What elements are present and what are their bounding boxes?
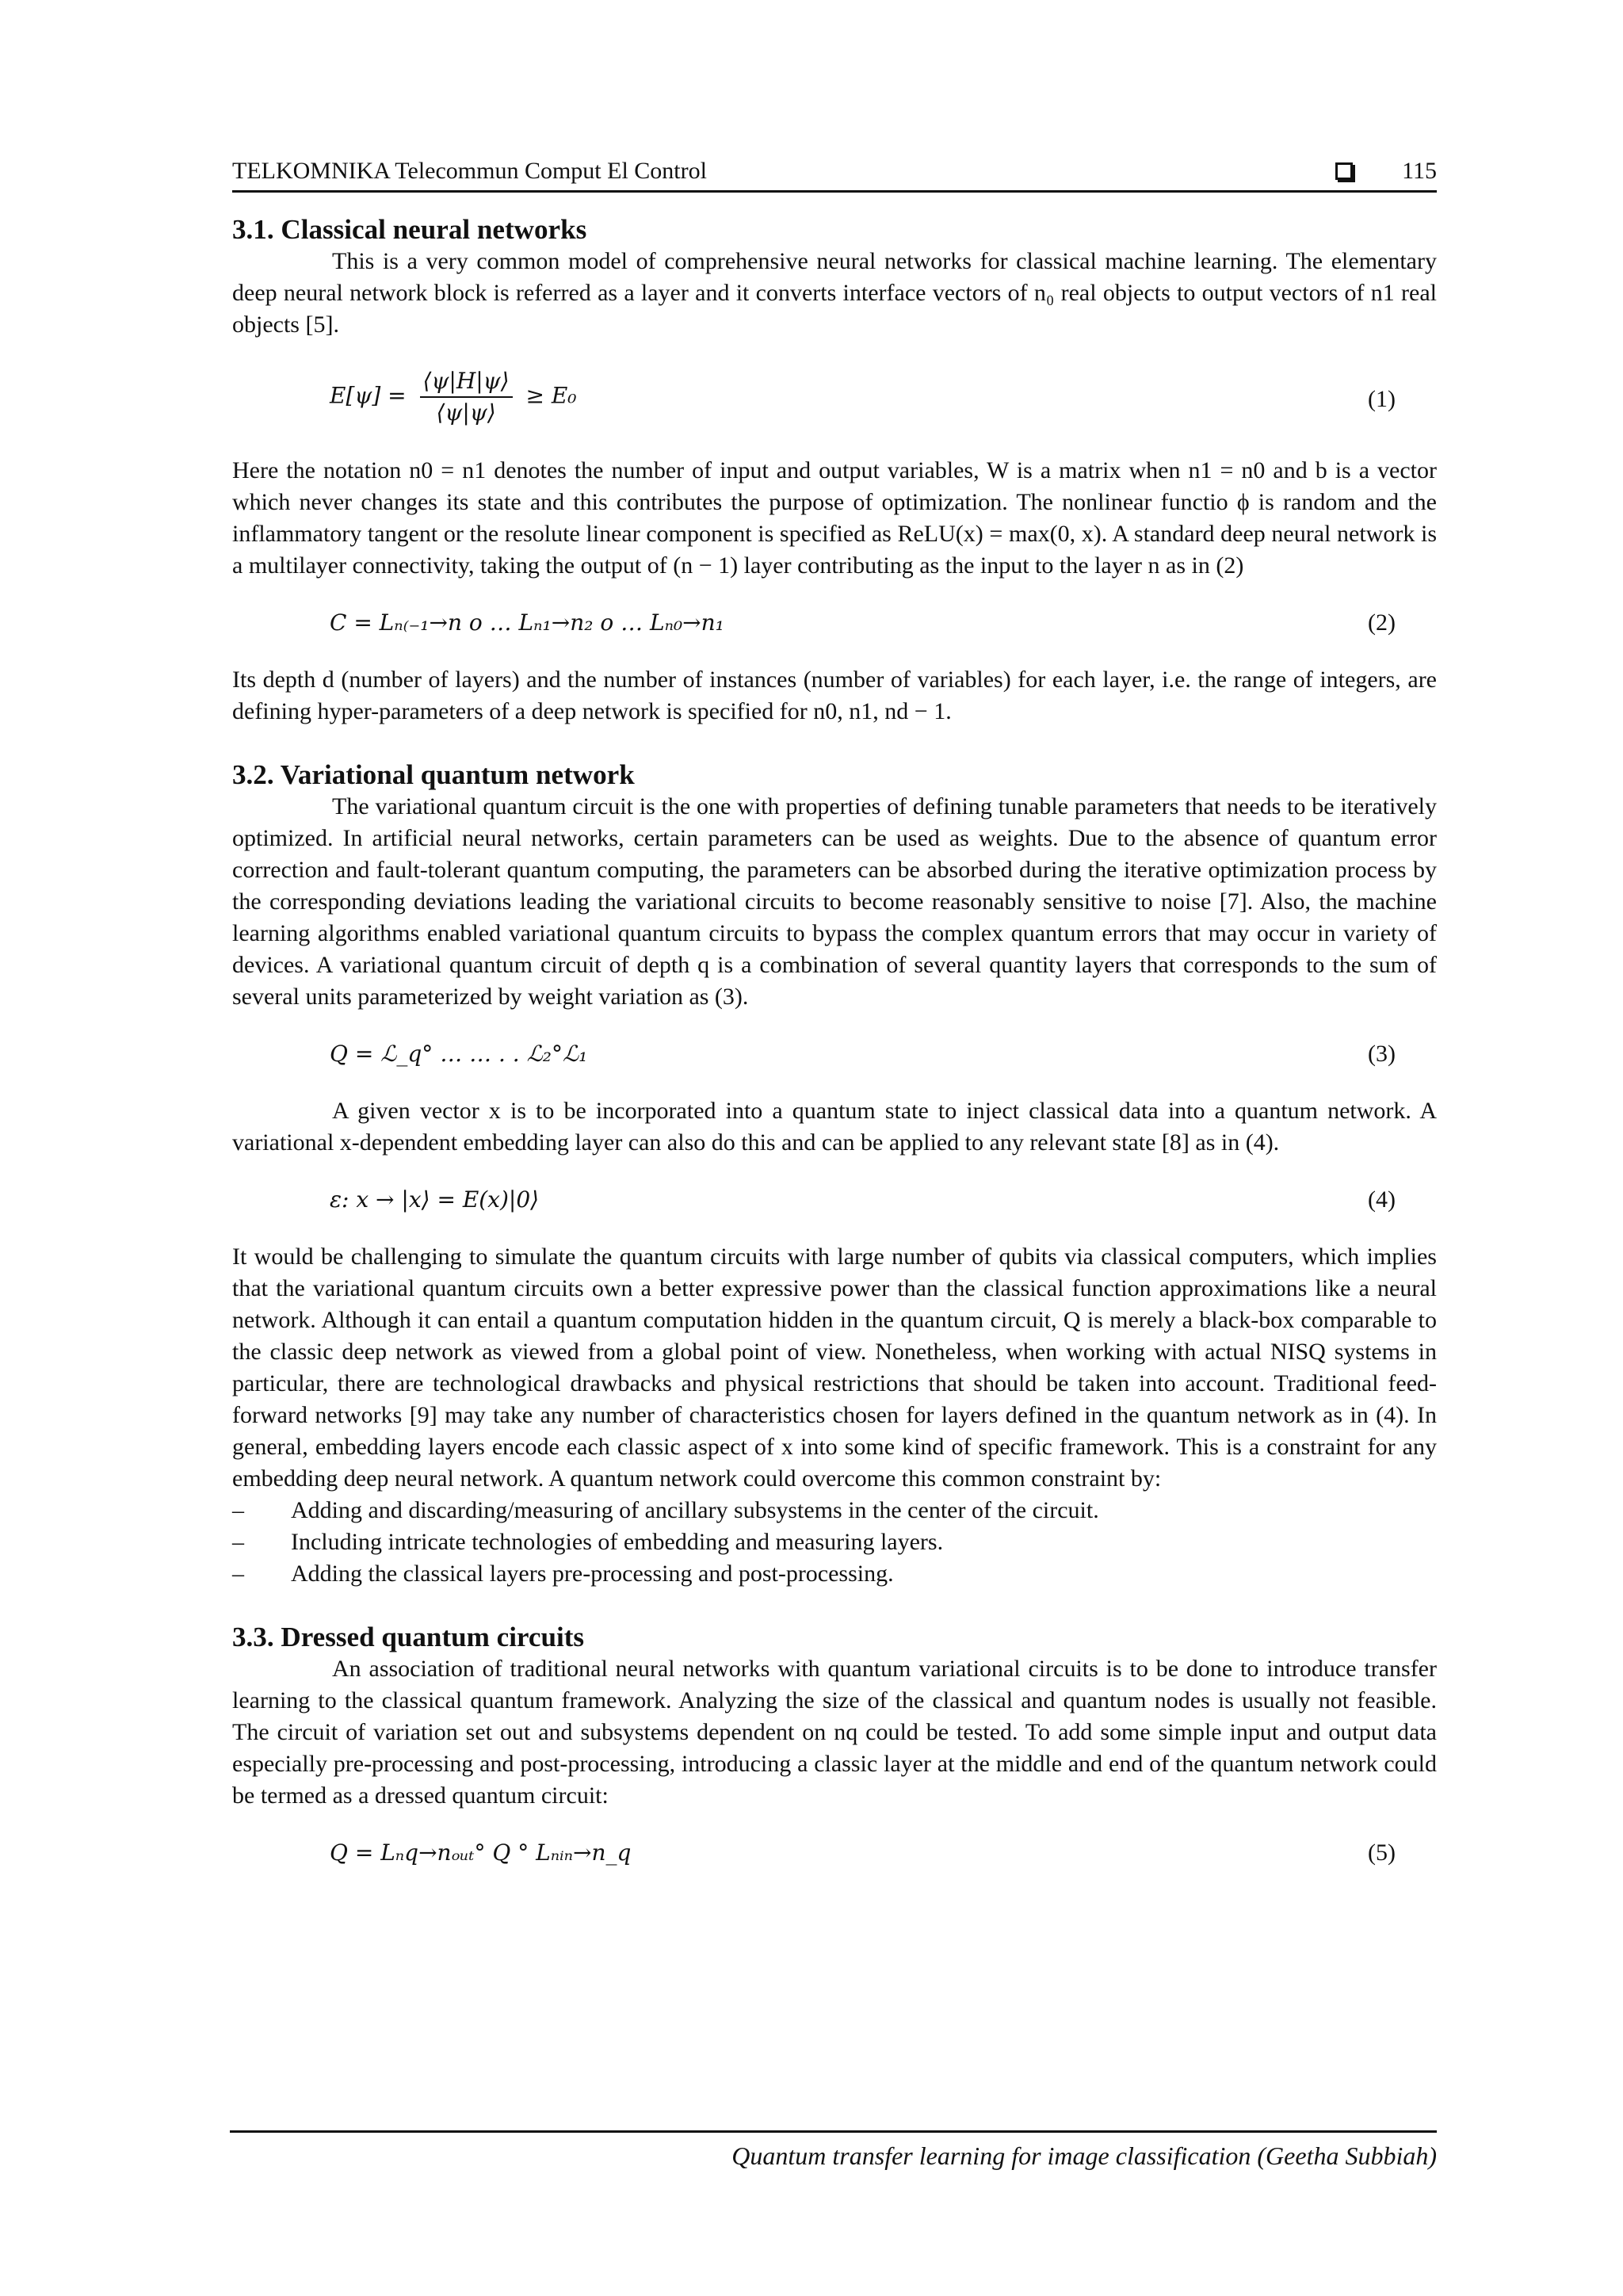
equation-text: Q = Lₙq→nₒᵤₜ° Q ° Lₙᵢₙ→n_q: [330, 1839, 632, 1866]
equation-2: [232, 607, 1437, 639]
page-number: 115: [1402, 158, 1437, 184]
equation-number: (3): [1368, 1041, 1396, 1067]
equation-4: [232, 1184, 1437, 1216]
dash-icon: –: [232, 1529, 244, 1555]
equation-text: E[ψ] =: [330, 382, 407, 409]
square-bullet-icon: [1335, 162, 1353, 180]
equation-number: (5): [1368, 1839, 1396, 1866]
equation-3: [232, 1038, 1437, 1070]
fraction-numerator: ⟨ψ|H|ψ⟩: [420, 366, 513, 398]
section-heading-3-2: 3.2. Variational quantum network: [232, 759, 635, 790]
section-heading-3-3: 3.3. Dressed quantum circuits: [232, 1622, 585, 1652]
equation-text: Q = ℒ_q° … … . . ℒ₂°ℒ₁: [330, 1041, 588, 1067]
dash-icon: –: [232, 1497, 244, 1523]
section-heading-3-1: 3.1. Classical neural networks: [232, 214, 587, 245]
running-footer: Quantum transfer learning for image classification (Geetha Subbiah): [731, 2141, 1437, 2170]
paragraph: This is a very common model of comprehensive neural networks for classical machine learning. The elementary deep neural network block is referred as a layer and it converts interface vectors of n₀ real objects to output vectors of n1 real objects [5].: [232, 248, 1437, 338]
equation-text: ε: x → |x⟩ = E(x)|0⟩: [330, 1186, 540, 1213]
list-item-text: Adding and discarding/measuring of ancillary subsystems in the center of the circuit.: [291, 1497, 1099, 1523]
journal-name: TELKOMNIKA Telecommun Comput El Control: [232, 158, 707, 184]
page-number-block: [1335, 155, 1437, 187]
fraction: [420, 366, 513, 428]
dash-icon: –: [232, 1561, 244, 1587]
equation-text: ≥ E₀: [525, 382, 577, 409]
equation-number: (1): [1368, 386, 1396, 412]
equation-5: [232, 1837, 1437, 1869]
paragraph: Its depth d (number of layers) and the number of instances (number of variables) for each layer, i.e. the range of integers, are defining hyper-parameters of a deep network is specified for n0, n1, nd − 1.: [232, 667, 1437, 724]
footer-rule: [230, 2130, 1437, 2133]
fraction-denominator: ⟨ψ|ψ⟩: [436, 399, 496, 426]
equation-number: (4): [1368, 1186, 1396, 1213]
list-item: [232, 1526, 1437, 1558]
bullet-list: [232, 1495, 1437, 1590]
list-item-text: Adding the classical layers pre-processing and post-processing.: [291, 1561, 894, 1587]
equation-number: (2): [1368, 609, 1396, 636]
paragraph: It would be challenging to simulate the quantum circuits with large number of qubits via classical computers, which implies that the variational quantum circuits own a better expressive power than the classical function approximations like a neural network. Although it can entail a quantum computation hidden in the quantum circuit, Q is merely a black-box comparable to the classic deep network as viewed from a global point of view. Nonetheless, when working with actual NISQ systems in particular, there are technological drawbacks and physical restrictions that should be taken into account. Traditional feed-forward networks [9] may take any number of characteristics chosen for layers defined in the quantum network as in (4). In general, embedding layers encode each classic aspect of x into some kind of specific framework. This is a constraint for any embedding deep neural network. A quantum network could overcome this common constraint by:: [232, 1244, 1437, 1492]
paragraph: An association of traditional neural networks with quantum variational circuits is to be done to introduce transfer learning to the classical quantum framework. Analyzing the size of the classical and quantum nodes is usually not feasible. The circuit of variation set out and subsystems dependent on nq could be tested. To add some simple input and output data especially pre-processing and post-processing, introducing a classic layer at the middle and end of the quantum network could be termed as a dressed quantum circuit:: [232, 1656, 1437, 1809]
paragraph: Here the notation n0 = n1 denotes the number of input and output variables, W is a matrix when n1 = n0 and b is a vector which never changes its state and this contributes the purpose of optimization. The nonlinear functio ϕ is random and the inflammatory tangent or the resolute linear component is specified as ReLU(x) = max(0, x). A standard deep neural network is a multilayer connectivity, taking the output of (n − 1) layer contributing as the input to the layer n as in (2): [232, 457, 1437, 579]
body-text: [232, 214, 1437, 1894]
equation-text: C = Lₙ₍⁤₋₁→n⁤ o … Lₙ₁→n₂ o … Lₙ₀→n₁: [330, 609, 724, 636]
list-item: [232, 1558, 1437, 1590]
list-item-text: Including intricate technologies of embedding and measuring layers.: [291, 1529, 944, 1555]
list-item: [232, 1495, 1437, 1526]
paragraph: The variational quantum circuit is the one with properties of defining tunable parameters that needs to be iteratively optimized. In artificial neural networks, certain parameters can be used as weights. Due to the absence of quantum error correction and fault-tolerant quantum computing, the parameters can be absorbed during the iterative optimization process by the corresponding deviations leading the variational circuits to become reasonably sensitive to noise [7]. Also, the machine learning algorithms enabled variational quantum circuits to bypass the complex quantum errors that may occur in variety of devices. A variational quantum circuit of depth q is a combination of several quantity layers that corresponds to the sum of several units parameterized by weight variation as (3).: [232, 793, 1437, 1010]
paragraph: A given vector x is to be incorporated into a quantum state to inject classical data into a quantum network. A variational x-dependent embedding layer can also do this and can be applied to any relevant state [8] as in (4).: [232, 1098, 1437, 1156]
equation-1: [232, 366, 1437, 430]
running-header: [232, 155, 1437, 190]
header-rule: [232, 190, 1437, 193]
